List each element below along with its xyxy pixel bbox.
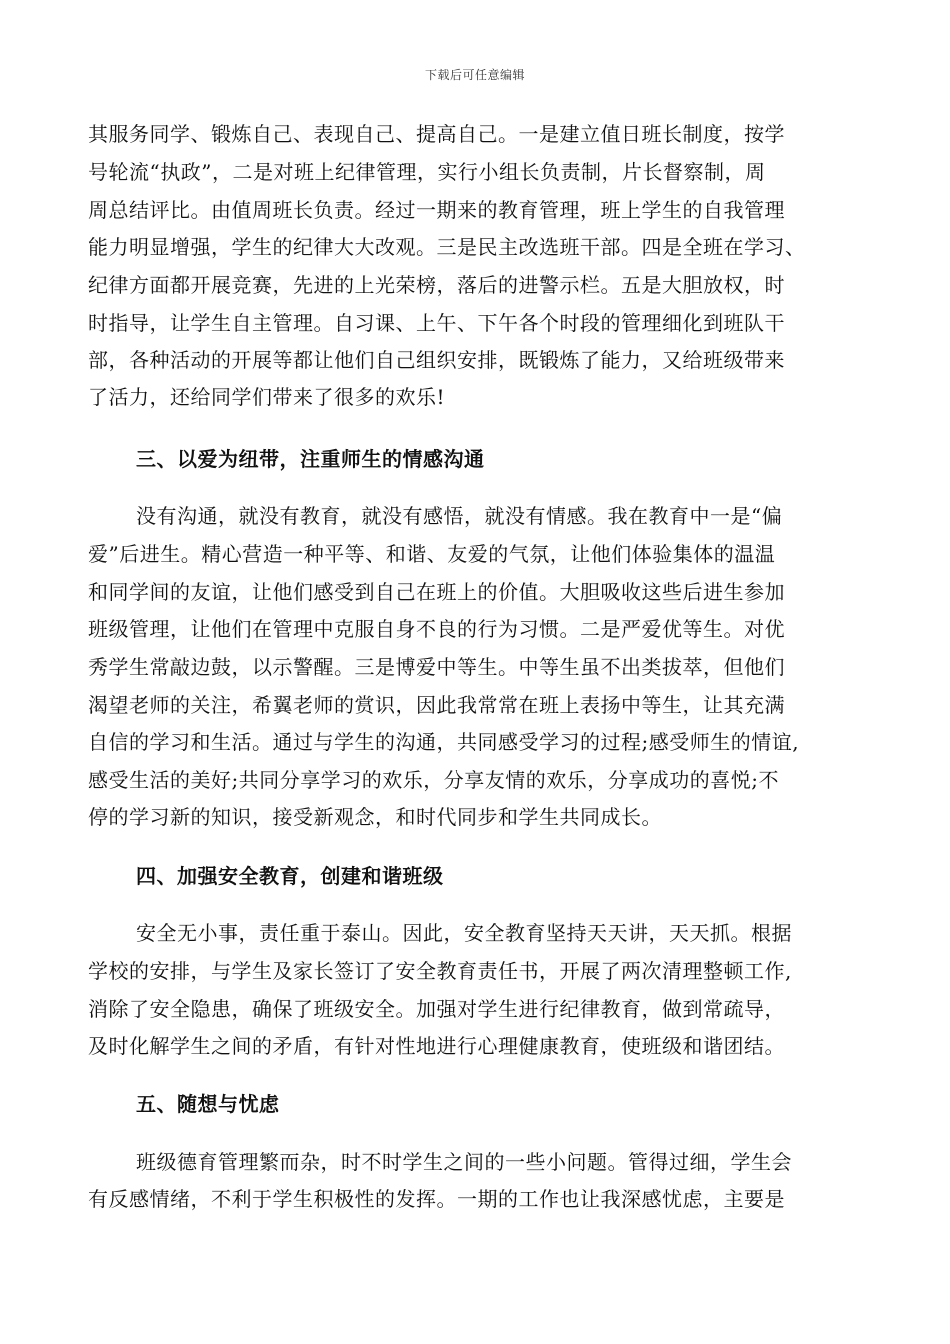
paragraph-line: 时指导，让学生自主管理。自习课、上午、下午各个时段的管理细化到班队干 [88, 311, 785, 335]
paragraph-line: 及时化解学生之间的矛盾，有针对性地进行心理健康教育，使班级和谐团结。 [88, 1034, 785, 1058]
section-heading: 五、随想与忧虑 [136, 1092, 280, 1116]
paragraph-line: 消除了安全隐患，确保了班级安全。加强对学生进行纪律教育，做到常疏导， [88, 997, 785, 1021]
paragraph-line: 安全无小事，责任重于泰山。因此，安全教育坚持天天讲，天天抓。根据 [136, 921, 792, 945]
paragraph-line: 和同学间的友谊，让他们感受到自己在班上的价值。大胆吸收这些后进生参加 [88, 580, 785, 604]
paragraph-line: 秀学生常敲边鼓，以示警醒。三是博爱中等生。中等生虽不出类拔萃，但他们 [88, 655, 785, 679]
paragraph-line: 没有沟通，就没有教育，就没有感悟，就没有情感。我在教育中一是“偏 [136, 504, 783, 528]
paragraph-line: 其服务同学、锻炼自己、表现自己、提高自己。一是建立值日班长制度，按学 [88, 122, 785, 146]
paragraph-line: 爱”后进生。精心营造一种平等、和谐、友爱的气氛，让他们体验集体的温温 [88, 542, 776, 566]
section-heading: 四、加强安全教育，创建和谐班级 [136, 864, 444, 888]
paragraph-line: 班级管理，让他们在管理中克服自身不良的行为习惯。二是严爱优等生。对优 [88, 617, 785, 641]
paragraph-line: 班级德育管理繁而杂，时不时学生之间的一些小问题。管得过细，学生会 [136, 1150, 792, 1174]
paragraph-line: 部，各种活动的开展等都让他们自己组织安排，既锻炼了能力，又给班级带来 [88, 348, 785, 372]
paragraph-line: 能力明显增强，学生的纪律大大改观。三是民主改选班干部。四是全班在学习、 [88, 235, 806, 259]
page-header: 下载后可任意编辑 [424, 68, 525, 82]
paragraph-line: 自信的学习和生活。通过与学生的沟通，共同感受学习的过程;感受师生的情谊, [88, 730, 800, 754]
section-heading: 三、以爱为纽带，注重师生的情感沟通 [136, 447, 485, 471]
paragraph-line: 感受生活的美好;共同分享学习的欢乐，分享友情的欢乐，分享成功的喜悦;不 [88, 768, 779, 792]
paragraph-line: 有反感情绪，不利于学生积极性的发挥。一期的工作也让我深感忧虑，主要是 [88, 1187, 785, 1211]
paragraph-line: 停的学习新的知识，接受新观念，和时代同步和学生共同成长。 [88, 805, 662, 829]
paragraph-line: 纪律方面都开展竞赛，先进的上光荣榜，落后的进警示栏。五是大胆放权，时 [88, 273, 785, 297]
paragraph-line: 周总结评比。由值周班长负责。经过一期来的教育管理，班上学生的自我管理 [88, 198, 785, 222]
paragraph-line: 渴望老师的关注，希翼老师的赏识，因此我常常在班上表扬中等生，让其充满 [88, 693, 785, 717]
paragraph-line: 号轮流“执政”，二是对班上纪律管理，实行小组长负责制，片长督察制，周 [88, 160, 766, 184]
paragraph-line: 了活力，还给同学们带来了很多的欢乐! [88, 385, 446, 409]
paragraph-line: 学校的安排，与学生及家长签订了安全教育责任书，开展了两次清理整顿工作, [88, 959, 792, 983]
